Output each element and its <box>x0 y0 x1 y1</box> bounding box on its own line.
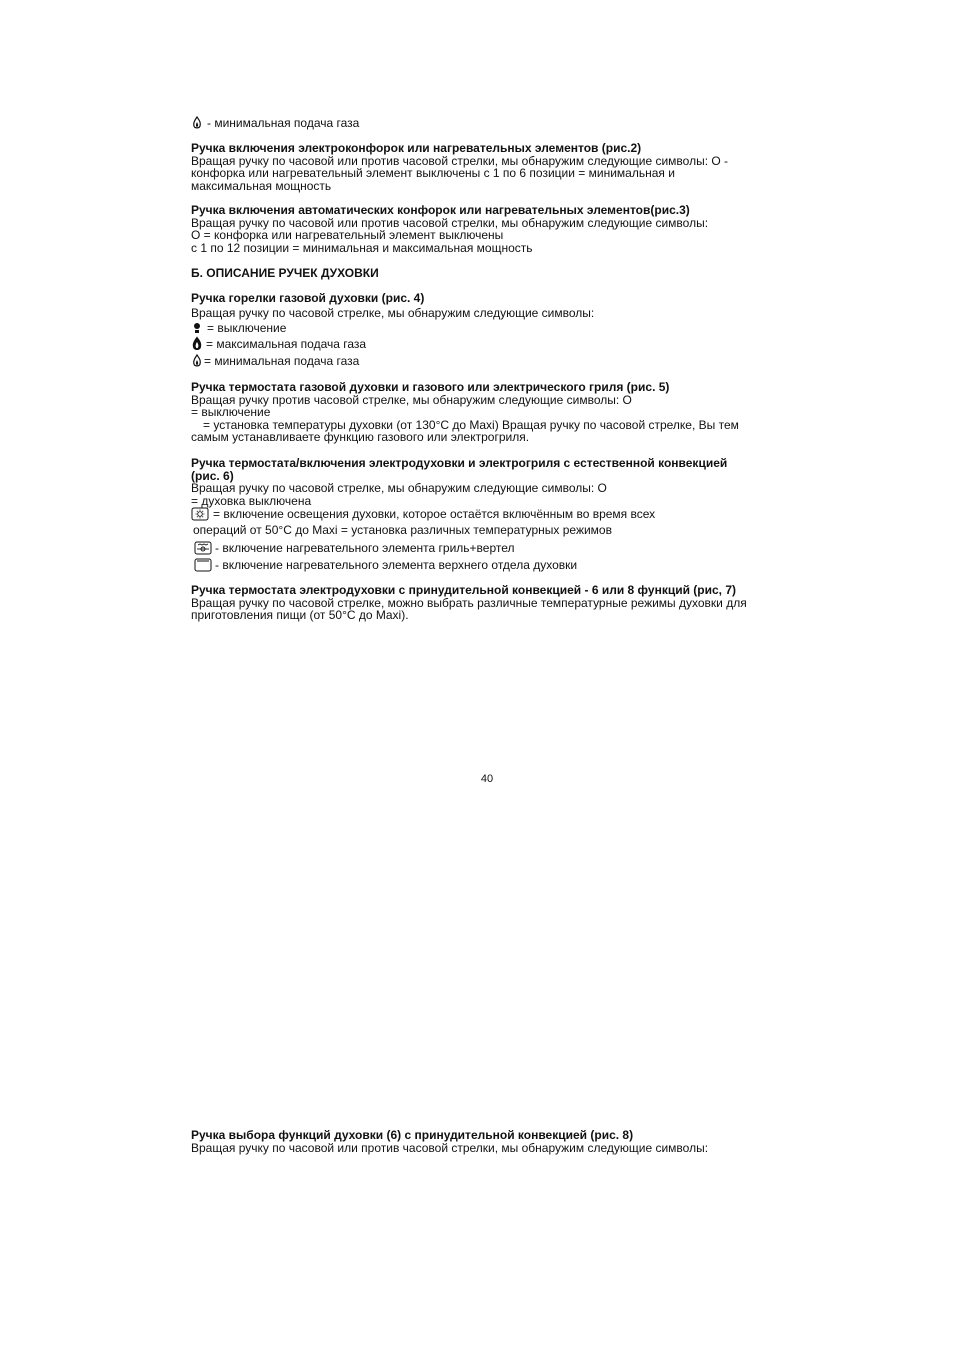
text-line: конфорка или нагревательный элемент выключены с 1 по 6 позиции = минимальная и <box>191 166 675 181</box>
symbol-min-row <box>191 354 359 368</box>
symbol-light-row <box>191 507 655 521</box>
text-line: Вращая ручку по часовой или против часовой стрелки, мы обнаружим следующие символы: <box>191 215 709 230</box>
grill-spit-icon <box>194 541 212 555</box>
text-line: Вращая ручку по часовой или против часовой стрелки, мы обнаружим следующие символы: <box>191 1140 709 1155</box>
symbol-off-row <box>191 321 286 335</box>
text-line: Вращая ручку по часовой стрелке, можно выбрать различные температурные режимы духовки для <box>191 595 747 610</box>
text-line: с 1 по 12 позиции = минимальная и максимальная мощность <box>191 240 533 255</box>
text-line: = духовка выключена <box>191 493 312 508</box>
text-line: максимальная мощность <box>191 178 332 193</box>
section-electric-oven-natural <box>191 457 791 507</box>
small-flame-icon <box>191 354 203 368</box>
text-line: самым устанавливаете функцию газового или электрогриля. <box>191 430 530 445</box>
section-title-cont: (рис. 6) <box>191 468 234 483</box>
text-line: = установка температуры духовки (от 130°С до Maxi) Вращая ручку по часовой стрелке, Вы тем <box>203 417 739 432</box>
page-number: 40 <box>480 773 494 785</box>
symbol-top-row <box>194 558 577 572</box>
section-title: Ручка термостата электродуховки с принудительной конвекцией - 6 или 8 функций (рис, 7) <box>191 583 737 597</box>
symbol-min-text: = минимальная подача газа <box>204 354 360 368</box>
top-element-icon <box>194 558 212 572</box>
section-auto-hotplate-knob <box>191 204 791 254</box>
symbol-light-text: = включение освещения духовки, которое остаётся включённым во время всех <box>213 507 656 521</box>
small-flame-icon <box>191 116 203 130</box>
text-line: О = конфорка или нагревательный элемент выключены <box>191 228 504 243</box>
text-line: Вращая ручку по часовой стрелке, мы обнаружим следующие символы: О <box>191 481 607 496</box>
section-title: Ручка горелки газовой духовки (рис. 4) <box>191 291 425 305</box>
min-gas-text: - минимальная подача газа <box>207 116 360 130</box>
symbol-grill-row <box>194 541 515 555</box>
section-gas-oven-thermostat <box>191 381 791 444</box>
section-title: Ручка включения автоматических конфорок или нагревательных элементов(рис.3) <box>191 203 690 217</box>
section-hotplate-knob <box>191 142 791 192</box>
text-line: Вращая ручку против часовой стрелке, мы обнаружим следующие символы: О <box>191 392 632 407</box>
section-title: Ручка выбора функций духовки (6) с принудительной конвекцией (рис. 8) <box>191 1128 634 1142</box>
text-line: операций от 50°С до Maxi = установка различных температурных режимов <box>193 523 612 537</box>
text-line: Вращая ручку по часовой или против часовой стрелки, мы обнаружим следующие символы: О - <box>191 153 729 168</box>
oven-light-icon <box>191 507 209 521</box>
symbol-top-text: - включение нагревательного элемента верхнего отдела духовки <box>215 558 578 572</box>
symbol-max-row <box>191 336 366 352</box>
min-gas-line <box>191 116 359 130</box>
section-title: Ручка термостата газовой духовки и газового или электрического гриля (рис. 5) <box>191 380 670 394</box>
symbol-grill-text: - включение нагревательного элемента гриль+вертел <box>215 541 515 555</box>
symbol-off-text: = выключение <box>207 321 287 335</box>
text-line: Вращая ручку по часовой стрелке, мы обнаружим следующие символы: <box>191 306 595 320</box>
oven-knobs-heading: Б. ОПИСАНИЕ РУЧЕК ДУХОВКИ <box>191 266 379 280</box>
section-title: Ручка включения электроконфорок или нагревательных элементов (рис.2) <box>191 141 642 155</box>
text-line: = выключение <box>191 405 271 420</box>
section-convection-thermostat <box>191 584 791 622</box>
off-dot-icon <box>191 321 203 335</box>
section-gas-oven-knob <box>191 292 791 305</box>
text-line: приготовления пищи (от 50°С до Maxi). <box>191 608 409 623</box>
section-function-selector <box>191 1129 791 1154</box>
large-flame-icon <box>191 336 203 352</box>
symbol-max-text: = максимальная подача газа <box>206 337 367 351</box>
section-title: Ручка термостата/включения электродуховки и электрогриля с естественной конвекцией <box>191 456 728 470</box>
